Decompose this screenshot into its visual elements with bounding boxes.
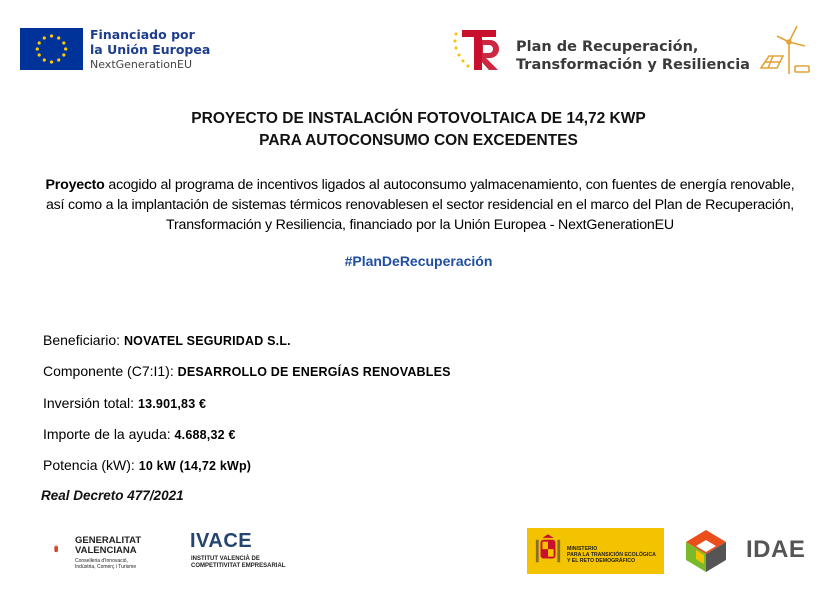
- description-lead: Proyecto: [45, 177, 105, 193]
- hashtag: #PlanDeRecuperación: [344, 253, 493, 269]
- beneficiario-row: [43, 331, 291, 350]
- plan-line-2: Transformación y Resiliencia: [516, 57, 750, 73]
- ministry-line-2: PARA LA TRANSICIÓN ECOLÓGICA: [567, 552, 656, 558]
- ivace-sub-2: COMPETITIVITAT EMPRESARIAL: [191, 563, 286, 569]
- spain-coat-of-arms-icon: [534, 533, 562, 569]
- gv-line-1: GENERALITAT: [75, 535, 142, 546]
- inversion-label: Inversión total:: [43, 395, 135, 411]
- generalitat-crest-icon: [54, 530, 74, 570]
- ivace-sub-1: INSTITUT VALENCIÀ DE: [191, 556, 260, 562]
- idae-emblem-icon: [678, 528, 734, 574]
- eu-line-1: Financiado por: [90, 27, 195, 42]
- plan-recuperacion-label: [516, 38, 750, 74]
- prtr-logo-icon: [452, 26, 504, 72]
- componente-row: [43, 362, 451, 381]
- potencia-row: [43, 456, 251, 475]
- inversion-value: 13.901,83 €: [137, 397, 207, 411]
- ministerio-label: [567, 546, 662, 564]
- ministry-line-1: MINISTERIO: [567, 546, 598, 552]
- gv-line-2: VALENCIANA: [75, 545, 137, 556]
- project-description: [40, 175, 800, 235]
- inversion-row: [43, 394, 206, 413]
- project-title-line-1: PROYECTO DE INSTALACIÓN FOTOVOLTAICA DE 14,72 KWP: [191, 110, 646, 127]
- eu-line-3: NextGenerationEU: [90, 58, 192, 71]
- eu-line-2: la Unión Europea: [90, 42, 211, 57]
- beneficiario-label: Beneficiario:: [43, 332, 121, 348]
- potencia-value: 10 kW (14,72 kWp): [138, 459, 252, 473]
- gv-conselleria: Conselleria d'Innovació, Indústria, Comerç i Turisme: [75, 558, 137, 570]
- plan-line-1: Plan de Recuperación,: [516, 39, 699, 55]
- componente-value: DESARROLLO DE ENERGÍAS RENOVABLES: [177, 365, 451, 379]
- ayuda-row: [43, 425, 236, 444]
- ayuda-label: Importe de la ayuda:: [43, 426, 171, 442]
- idae-logo: IDAE: [746, 536, 806, 563]
- ivace-subtitle: [191, 556, 285, 570]
- potencia-label: Potencia (kW):: [43, 457, 135, 473]
- project-title-line-2: PARA AUTOCONSUMO CON EXCEDENTES: [259, 132, 578, 149]
- eu-funding-label: [90, 27, 210, 73]
- generalitat-label: [75, 536, 141, 556]
- description-body: acogido al programa de incentivos ligados al autoconsumo yalmacenamiento, con fuentes de energía renovable, así como a la implantación de sistemas térmicos renovablesen el sector residencial en el marco del Plan de Recuperación, Transformación y Resiliencia, financiado por la Unión Europea - NextGenerationEU: [45, 177, 795, 233]
- ayuda-value: 4.688,32 €: [174, 428, 236, 442]
- eu-flag-icon: [20, 28, 83, 70]
- ivace-logo: IVACE: [190, 530, 253, 552]
- beneficiario-value: NOVATEL SEGURIDAD S.L.: [123, 334, 291, 348]
- ministry-line-3: Y EL RETO DEMOGRÁFICO: [567, 558, 636, 564]
- solar-wind-icon: [757, 22, 813, 76]
- real-decreto: Real Decreto 477/2021: [41, 488, 184, 503]
- componente-label: Componente (C7:I1):: [43, 363, 174, 379]
